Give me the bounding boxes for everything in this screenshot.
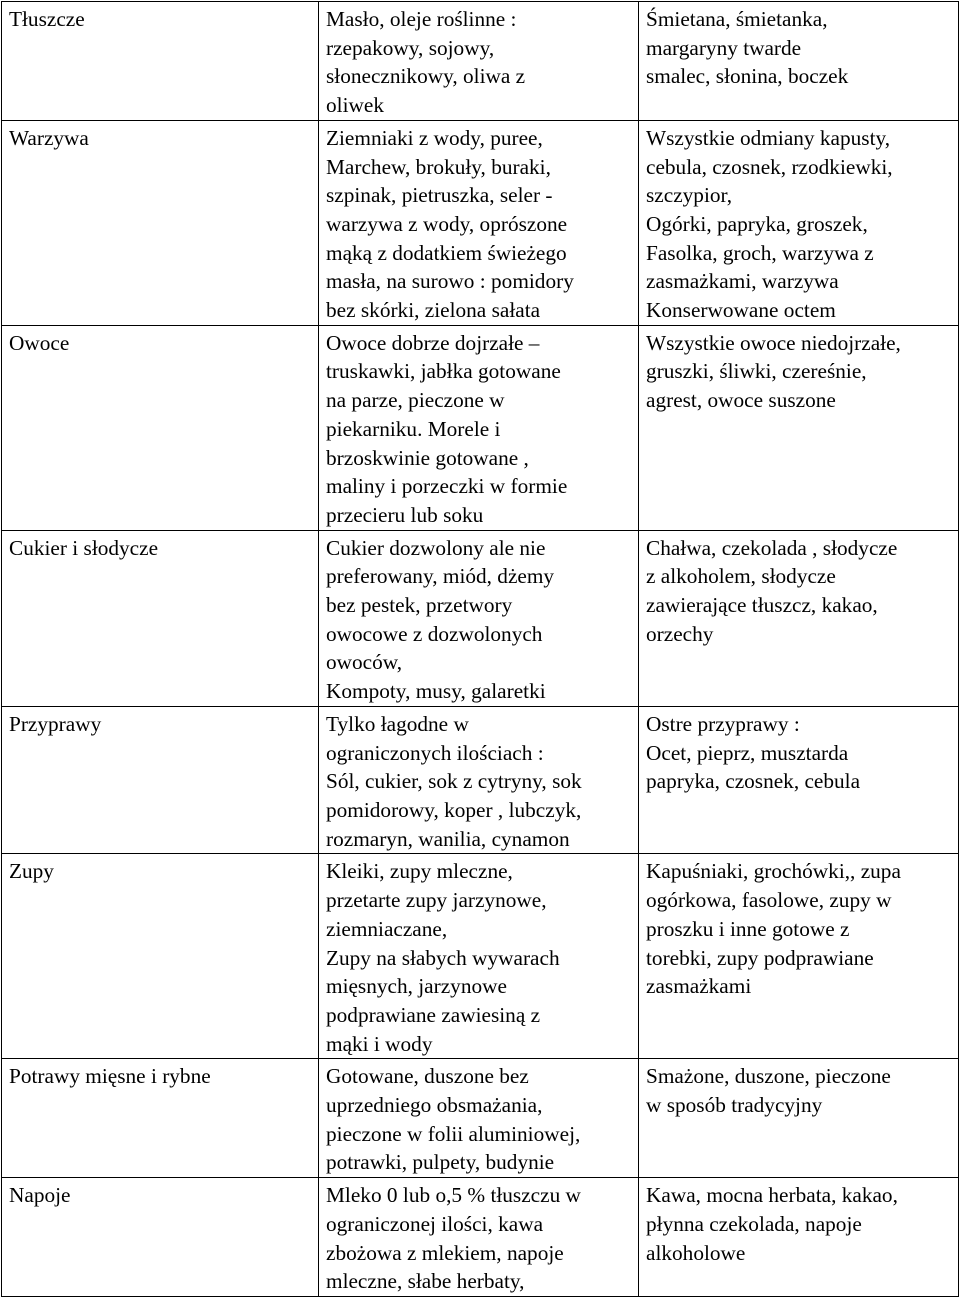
diet-table [1,1,959,1297]
forbidden-foods-cell: Wszystkie owoce niedojrzałe, gruszki, śliwki, czereśnie, agrest, owoce suszone [639,325,959,530]
table-row [2,854,959,1059]
allowed-foods-cell: Tylko łagodne w ograniczonych ilościach : Sól, cukier, sok z cytryny, sok pomidorowy, koper , lubczyk, rozmaryn, wanilia, cynamon [319,706,639,854]
forbidden-foods-cell: Chałwa, czekolada , słodycze z alkoholem, słodycze zawierające tłuszcz, kakao, orzechy [639,530,959,706]
forbidden-foods-cell: Ostre przyprawy : Ocet, pieprz, musztarda papryka, czosnek, cebula [639,706,959,854]
allowed-foods-cell: Ziemniaki z wody, puree, Marchew, brokuły, buraki, szpinak, pietruszka, seler - warzywa z wody, oprószone mąką z dodatkiem świeżego masła, na surowo : pomidory bez skórki, zielona sałata [319,120,639,325]
category-cell: Cukier i słodycze [2,530,319,706]
forbidden-foods-cell: Kapuśniaki, grochówki,, zupa ogórkowa, fasolowe, zupy w proszku i inne gotowe z torebki, zupy podprawiane zasmażkami [639,854,959,1059]
category-cell: Tłuszcze [2,2,319,121]
allowed-foods-cell: Cukier dozwolony ale nie preferowany, miód, dżemy bez pestek, przetwory owocowe z dozwolonych owoców, Kompoty, musy, galaretki [319,530,639,706]
allowed-foods-cell: Gotowane, duszone bez uprzedniego obsmażania, pieczone w folii aluminiowej, potrawki, pulpety, budynie [319,1059,639,1178]
table-row [2,2,959,121]
forbidden-foods-cell: Wszystkie odmiany kapusty, cebula, czosnek, rzodkiewki, szczypior, Ogórki, papryka, groszek, Fasolka, groch, warzywa z zasmażkami, warzywa Konserwowane octem [639,120,959,325]
table-row [2,325,959,530]
forbidden-foods-cell: Śmietana, śmietanka, margaryny twarde smalec, słonina, boczek [639,2,959,121]
category-cell: Potrawy mięsne i rybne [2,1059,319,1178]
table-row [2,530,959,706]
category-cell: Przyprawy [2,706,319,854]
category-cell: Owoce [2,325,319,530]
allowed-foods-cell: Kleiki, zupy mleczne, przetarte zupy jarzynowe, ziemniaczane, Zupy na słabych wywarach mięsnych, jarzynowe podprawiane zawiesiną z mąki i wody [319,854,639,1059]
table-row [2,1059,959,1178]
allowed-foods-cell: Mleko 0 lub o,5 % tłuszczu w ograniczonej ilości, kawa zbożowa z mlekiem, napoje mleczne, słabe herbaty, [319,1178,639,1297]
diet-table-body [2,2,959,1297]
allowed-foods-cell: Owoce dobrze dojrzałe – truskawki, jabłka gotowane na parze, pieczone w piekarniku. Morele i brzoskwinie gotowane , maliny i porzeczki w formie przecieru lub soku [319,325,639,530]
forbidden-foods-cell: Kawa, mocna herbata, kakao, płynna czekolada, napoje alkoholowe [639,1178,959,1297]
table-row [2,1178,959,1297]
category-cell: Warzywa [2,120,319,325]
category-cell: Napoje [2,1178,319,1297]
allowed-foods-cell: Masło, oleje roślinne : rzepakowy, sojowy, słonecznikowy, oliwa z oliwek [319,2,639,121]
forbidden-foods-cell: Smażone, duszone, pieczone w sposób tradycyjny [639,1059,959,1178]
category-cell: Zupy [2,854,319,1059]
table-row [2,706,959,854]
table-row [2,120,959,325]
